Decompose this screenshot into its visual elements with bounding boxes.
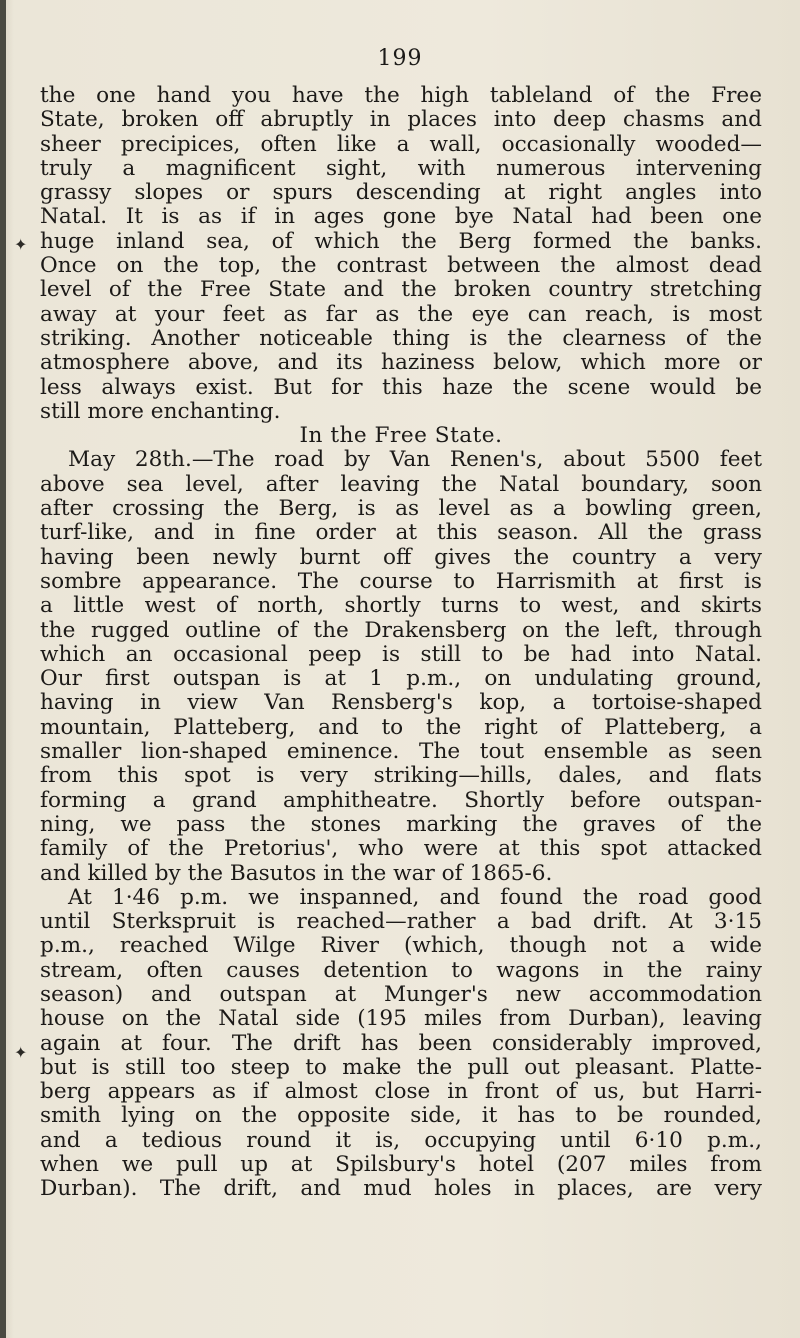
text-line: season) and outspan at Munger's new accommodation bbox=[40, 982, 762, 1007]
text-line: family of the Pretorius', who were at this spot attacked bbox=[40, 837, 762, 862]
text-line: Natal. It is as if in ages gone bye Natal had been one bbox=[40, 205, 762, 230]
text-line: Once on the top, the contrast between the almost dead bbox=[40, 254, 762, 279]
text-line: smaller lion-shaped eminence. The tout ensemble as seen bbox=[40, 740, 762, 765]
paragraph-2 bbox=[40, 448, 762, 885]
text-line: atmosphere above, and its haziness below, which more or bbox=[40, 351, 762, 376]
text-line: and a tedious round it is, occupying until 6·10 p.m., bbox=[40, 1128, 762, 1153]
text-line: smith lying on the opposite side, it has to be rounded, bbox=[40, 1104, 762, 1129]
text-line: house on the Natal side (195 miles from Durban), leaving bbox=[40, 1007, 762, 1032]
paragraph-3 bbox=[40, 886, 762, 1202]
text-line: still more enchanting. bbox=[40, 399, 281, 424]
text-line: having been newly burnt off gives the country a very bbox=[40, 545, 762, 570]
page-edge-shadow bbox=[0, 0, 6, 1338]
text-line: but is still too steep to make the pull out pleasant. Platte- bbox=[40, 1055, 762, 1080]
text-line: from this spot is very striking—hills, dales, and flats bbox=[40, 764, 762, 789]
text-line: truly a magnificent sight, with numerous intervening bbox=[40, 156, 762, 181]
paragraph-1 bbox=[40, 84, 762, 424]
text-line: having in view Van Rensberg's kop, a tortoise-shaped bbox=[40, 691, 762, 716]
section-heading: In the Free State. bbox=[299, 423, 503, 449]
text-line: Durban). The drift, and mud holes in places, are very bbox=[40, 1177, 762, 1202]
text-line: State, broken off abruptly in places into deep chasms and bbox=[40, 108, 762, 133]
text-line: level of the Free State and the broken country stretching bbox=[40, 278, 762, 303]
margin-mark: ✦ bbox=[14, 1043, 28, 1062]
text-line: Our first outspan is at 1 p.m., on undulating ground, bbox=[40, 667, 762, 692]
text-line: ning, we pass the stones marking the graves of the bbox=[40, 812, 762, 837]
text-line: and killed by the Basutos in the war of 1865-6. bbox=[40, 861, 553, 886]
text-line: a little west of north, shortly turns to west, and skirts bbox=[40, 594, 762, 619]
text-line: grassy slopes or spurs descending at right angles into bbox=[40, 181, 762, 206]
text-line: May 28th.—The road by Van Renen's, about 5500 feet bbox=[68, 448, 762, 473]
text-line: mountain, Platteberg, and to the right of Platteberg, a bbox=[40, 715, 762, 740]
text-line: striking. Another noticeable thing is the clearness of the bbox=[40, 326, 762, 351]
page-number: 199 bbox=[377, 46, 423, 71]
text-line: the one hand you have the high tableland of the Free bbox=[40, 84, 762, 108]
text-line: again at four. The drift has been considerably improved, bbox=[40, 1031, 762, 1056]
text-line: At 1·46 p.m. we inspanned, and found the road good bbox=[68, 885, 762, 910]
text-line: away at your feet as far as the eye can reach, is most bbox=[40, 302, 762, 327]
text-line: berg appears as if almost close in front of us, but Harri- bbox=[40, 1080, 762, 1105]
text-line: less always exist. But for this haze the scene would be bbox=[40, 375, 762, 400]
text-line: p.m., reached Wilge River (which, though not a wide bbox=[40, 934, 762, 959]
text-line: turf-like, and in fine order at this season. All the grass bbox=[40, 521, 762, 546]
text-line: sombre appearance. The course to Harrismith at first is bbox=[40, 569, 762, 594]
text-line: the rugged outline of the Drakensberg on the left, through bbox=[40, 618, 762, 643]
text-line: when we pull up at Spilsbury's hotel (207 miles from bbox=[40, 1153, 762, 1178]
text-line: sheer precipices, often like a wall, occasionally wooded— bbox=[40, 132, 762, 157]
text-line: huge inland sea, of which the Berg formed the banks. bbox=[40, 229, 762, 254]
margin-mark: ✦ bbox=[14, 235, 28, 254]
text-line: after crossing the Berg, is as level as a bowling green, bbox=[40, 497, 762, 522]
text-line: above sea level, after leaving the Natal boundary, soon bbox=[40, 472, 762, 497]
text-line: forming a grand amphitheatre. Shortly before outspan- bbox=[40, 788, 762, 813]
text-line: until Sterkspruit is reached—rather a bad drift. At 3·15 bbox=[40, 910, 762, 935]
text-line: stream, often causes detention to wagons in the rainy bbox=[40, 958, 762, 983]
text-line: which an occasional peep is still to be had into Natal. bbox=[40, 642, 762, 667]
body-text bbox=[40, 84, 762, 1202]
